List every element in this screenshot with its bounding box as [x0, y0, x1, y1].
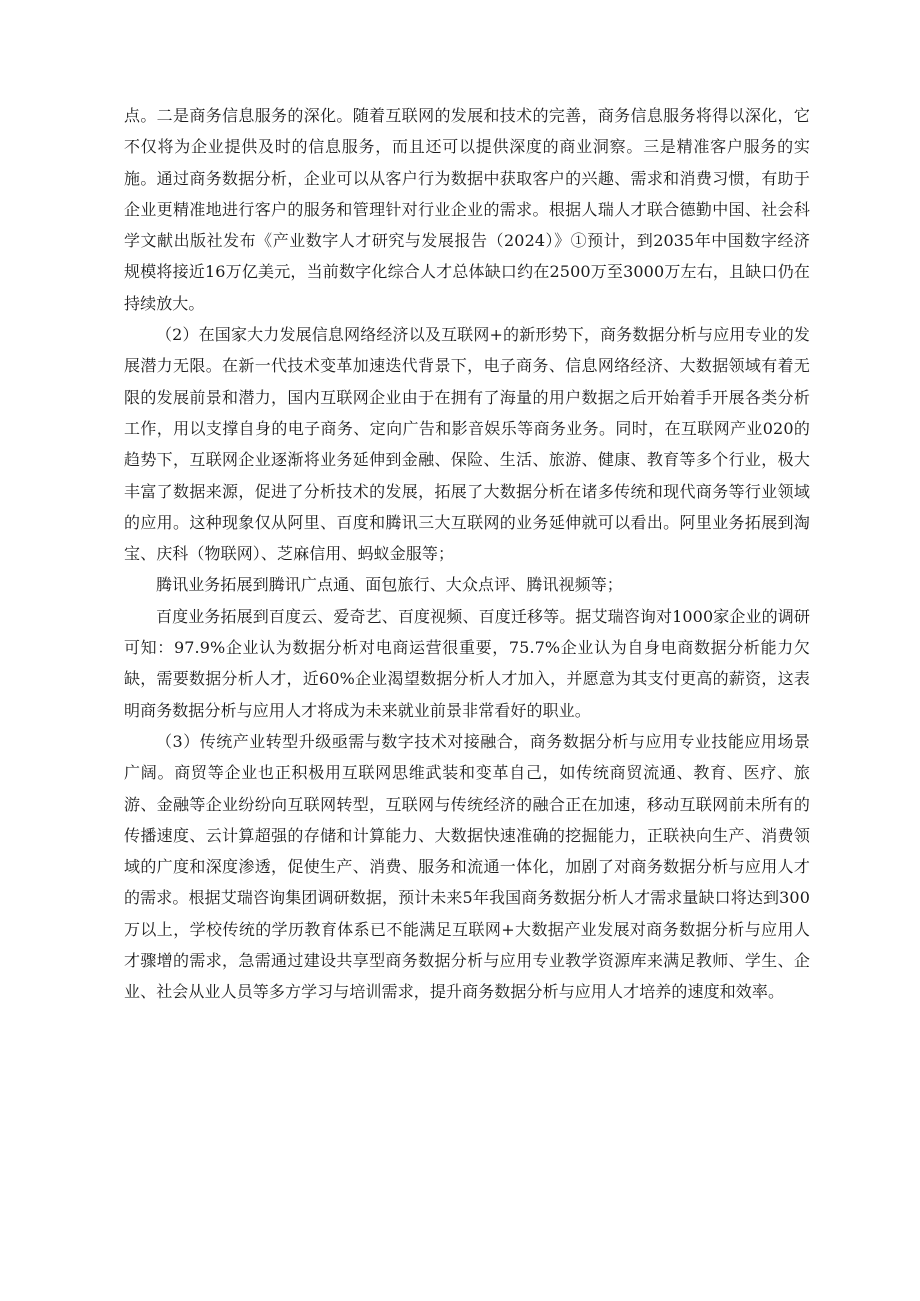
paragraph-baidu: 百度业务拓展到百度云、爱奇艺、百度视频、百度迁移等。据艾瑞咨询对1000家企业的调研可知：97.9%企业认为数据分析对电商运营很重要，75.7%企业认为自身电商数据分析能力欠缺，需要数据分析人才，近60%企业渴望数据分析人才加入，并愿意为其支付更高的薪资，这表明商务数据分析与应用人才将成为未来就业前景非常看好的职业。: [124, 606, 810, 720]
paragraph-item-2: （2）在国家大力发展信息网络经济以及互联网+的新形势下，商务数据分析与应用专业的发展潜力无限。在新一代技术变革加速迭代背景下，电子商务、信息网络经济、大数据领域有着无限的发展前景和潜力，国内互联网企业由于在拥有了海量的用户数据之后开始着手开展各类分析工作，用以支撑自身的电子商务、定向广告和影音娱乐等商务业务。同时，在互联网产业020的趋势下，互联网企业逐渐将业务延伸到金融、保险、生活、旅游、健康、教育等多个行业，极大丰富了数据来源，促进了分析技术的发展，拓展了大数据分析在诸多传统和现代商务等行业领域的应用。这种现象仅从阿里、百度和腾讯三大互联网的业务延伸就可以看出。阿里业务拓展到淘宝、庆科（物联网）、芝麻信用、蚂蚁金服等；: [124, 325, 810, 564]
paragraph-item-3: （3）传统产业转型升级亟需与数字技术对接融合，商务数据分析与应用专业技能应用场景广阔。商贸等企业也正积极用互联网思维武装和变革自己，如传统商贸流通、教育、医疗、旅游、金融等企业纷纷向互联网转型，互联网与传统经济的融合正在加速，移动互联网前未所有的传播速度、云计算超强的存储和计算能力、大数据快速准确的挖掘能力，正联袂向生产、消费领域的广度和深度渗透，促使生产、消费、服务和流通一体化，加剧了对商务数据分析与应用人才的需求。根据艾瑞咨询集团调研数据，预计未来5年我国商务数据分析人才需求量缺口将达到300万以上，学校传统的学历教育体系已不能满足互联网+大数据产业发展对商务数据分析与应用人才骤增的需求，急需通过建设共享型商务数据分析与应用专业教学资源库来满足教师、学生、企业、社会从业人员等多方学习与培训需求，提升商务数据分析与应用人才培养的速度和效率。: [124, 731, 810, 1002]
paragraph-continuation: 点。二是商务信息服务的深化。随着互联网的发展和技术的完善，商务信息服务将得以深化，它不仅将为企业提供及时的信息服务，而且还可以提供深度的商业洞察。三是精准客户服务的实施。通过商务数据分析，企业可以从客户行为数据中获取客户的兴趣、需求和消费习惯，有助于企业更精准地进行客户的服务和管理针对行业企业的需求。根据人瑞人才联合德勤中国、社会科学文献出版社发布《产业数字人才研究与发展报告（2024）》①预计，到2035年中国数字经济规模将接近16万亿美元，当前数字化综合人才总体缺口约在2500万至3000万左右，且缺口仍在持续放大。: [124, 106, 810, 313]
paragraph-tencent: 腾讯业务拓展到腾讯广点通、面包旅行、大众点评、腾讯视频等；: [156, 575, 623, 595]
document-body: [124, 100, 810, 1008]
